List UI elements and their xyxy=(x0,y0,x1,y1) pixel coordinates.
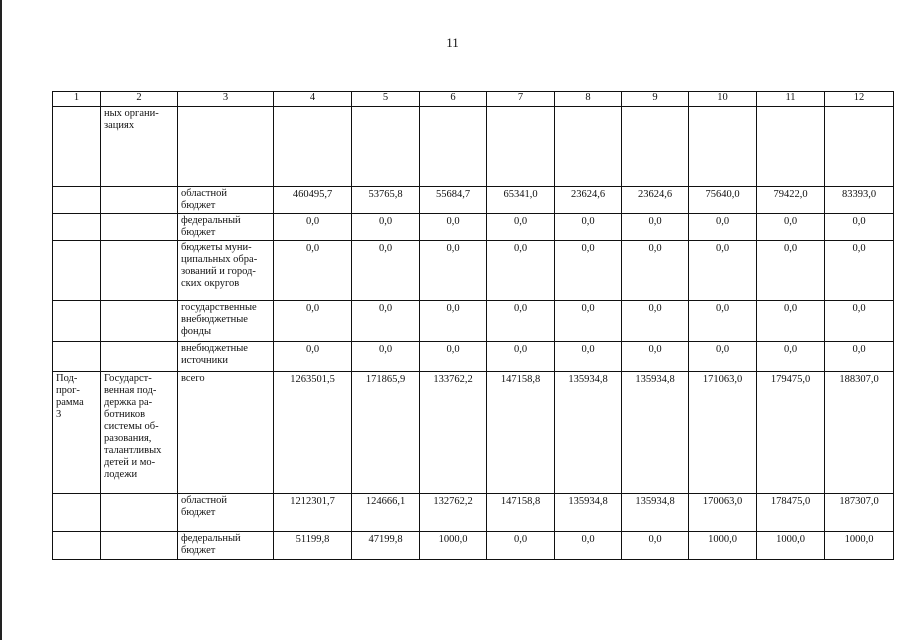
budget-table xyxy=(52,91,894,560)
value-cell: 65341,0 xyxy=(487,187,555,214)
value-cell: 0,0 xyxy=(487,301,555,342)
column-header: 11 xyxy=(757,92,825,107)
value-cell: 0,0 xyxy=(622,241,689,301)
value-cell xyxy=(352,107,420,187)
funding-source-cell: бюджеты муни- ципальных обра- зований и город- ских округов xyxy=(178,241,274,301)
table-row xyxy=(53,342,894,372)
value-cell: 0,0 xyxy=(757,342,825,372)
value-cell: 0,0 xyxy=(689,214,757,241)
value-cell xyxy=(757,107,825,187)
value-cell: 133762,2 xyxy=(420,372,487,494)
value-cell xyxy=(274,107,352,187)
program-name-cell xyxy=(101,301,178,342)
value-cell: 0,0 xyxy=(274,342,352,372)
value-cell: 0,0 xyxy=(689,342,757,372)
table-row xyxy=(53,372,894,494)
value-cell xyxy=(487,107,555,187)
column-header: 9 xyxy=(622,92,689,107)
value-cell: 1000,0 xyxy=(420,532,487,560)
table-row xyxy=(53,187,894,214)
value-cell: 135934,8 xyxy=(622,372,689,494)
value-cell: 0,0 xyxy=(825,342,894,372)
value-cell: 187307,0 xyxy=(825,494,894,532)
program-code-cell xyxy=(53,214,101,241)
value-cell: 147158,8 xyxy=(487,494,555,532)
program-code-cell: Под- прог- рамма 3 xyxy=(53,372,101,494)
value-cell: 0,0 xyxy=(689,241,757,301)
table-row xyxy=(53,214,894,241)
program-code-cell xyxy=(53,241,101,301)
value-cell: 0,0 xyxy=(420,214,487,241)
value-cell: 0,0 xyxy=(757,301,825,342)
program-name-cell xyxy=(101,214,178,241)
value-cell: 0,0 xyxy=(757,241,825,301)
value-cell: 47199,8 xyxy=(352,532,420,560)
value-cell: 1000,0 xyxy=(825,532,894,560)
value-cell: 135934,8 xyxy=(555,494,622,532)
value-cell: 0,0 xyxy=(274,214,352,241)
program-code-cell xyxy=(53,532,101,560)
value-cell: 0,0 xyxy=(555,214,622,241)
value-cell: 1263501,5 xyxy=(274,372,352,494)
value-cell: 0,0 xyxy=(825,241,894,301)
funding-source-cell: внебюджетные источники xyxy=(178,342,274,372)
value-cell xyxy=(825,107,894,187)
program-name-cell xyxy=(101,241,178,301)
value-cell: 0,0 xyxy=(622,301,689,342)
value-cell: 23624,6 xyxy=(555,187,622,214)
program-name-cell: Государст- венная под- держка ра- ботников системы об- разования, талантливых детей и мо- лодежи xyxy=(101,372,178,494)
value-cell: 0,0 xyxy=(420,301,487,342)
value-cell: 460495,7 xyxy=(274,187,352,214)
value-cell: 0,0 xyxy=(274,241,352,301)
program-code-cell xyxy=(53,494,101,532)
column-header: 7 xyxy=(487,92,555,107)
value-cell: 0,0 xyxy=(555,532,622,560)
value-cell xyxy=(689,107,757,187)
column-header: 5 xyxy=(352,92,420,107)
value-cell: 0,0 xyxy=(274,301,352,342)
funding-source-cell: государственные внебюджетные фонды xyxy=(178,301,274,342)
table-row xyxy=(53,241,894,301)
funding-source-cell: областной бюджет xyxy=(178,494,274,532)
value-cell: 132762,2 xyxy=(420,494,487,532)
column-header: 12 xyxy=(825,92,894,107)
column-header: 2 xyxy=(101,92,178,107)
value-cell: 1212301,7 xyxy=(274,494,352,532)
value-cell: 188307,0 xyxy=(825,372,894,494)
program-name-cell xyxy=(101,342,178,372)
funding-source-cell: всего xyxy=(178,372,274,494)
program-code-cell xyxy=(53,187,101,214)
program-code-cell xyxy=(53,301,101,342)
value-cell: 51199,8 xyxy=(274,532,352,560)
value-cell xyxy=(555,107,622,187)
value-cell: 0,0 xyxy=(622,342,689,372)
table-header-row xyxy=(53,92,894,107)
table-row xyxy=(53,532,894,560)
funding-source-cell: областной бюджет xyxy=(178,187,274,214)
value-cell: 0,0 xyxy=(352,342,420,372)
value-cell: 135934,8 xyxy=(555,372,622,494)
value-cell: 75640,0 xyxy=(689,187,757,214)
value-cell: 0,0 xyxy=(420,342,487,372)
value-cell: 0,0 xyxy=(487,532,555,560)
value-cell: 0,0 xyxy=(825,214,894,241)
funding-source-cell xyxy=(178,107,274,187)
value-cell: 171063,0 xyxy=(689,372,757,494)
value-cell: 0,0 xyxy=(622,214,689,241)
value-cell: 0,0 xyxy=(622,532,689,560)
value-cell: 0,0 xyxy=(352,301,420,342)
value-cell: 178475,0 xyxy=(757,494,825,532)
value-cell: 135934,8 xyxy=(622,494,689,532)
program-name-cell: ных органи- зациях xyxy=(101,107,178,187)
table-body xyxy=(53,92,894,560)
program-code-cell xyxy=(53,342,101,372)
value-cell: 0,0 xyxy=(757,214,825,241)
value-cell: 0,0 xyxy=(352,214,420,241)
table-row xyxy=(53,107,894,187)
value-cell: 1000,0 xyxy=(689,532,757,560)
table-row xyxy=(53,494,894,532)
column-header: 6 xyxy=(420,92,487,107)
column-header: 10 xyxy=(689,92,757,107)
value-cell: 147158,8 xyxy=(487,372,555,494)
value-cell: 0,0 xyxy=(487,342,555,372)
value-cell: 0,0 xyxy=(352,241,420,301)
value-cell: 1000,0 xyxy=(757,532,825,560)
value-cell: 0,0 xyxy=(487,214,555,241)
value-cell: 170063,0 xyxy=(689,494,757,532)
column-header: 8 xyxy=(555,92,622,107)
value-cell: 0,0 xyxy=(689,301,757,342)
program-name-cell xyxy=(101,187,178,214)
funding-source-cell: федеральный бюджет xyxy=(178,214,274,241)
value-cell: 79422,0 xyxy=(757,187,825,214)
value-cell xyxy=(420,107,487,187)
program-name-cell xyxy=(101,532,178,560)
value-cell: 0,0 xyxy=(420,241,487,301)
value-cell: 124666,1 xyxy=(352,494,420,532)
column-header: 4 xyxy=(274,92,352,107)
value-cell: 55684,7 xyxy=(420,187,487,214)
value-cell: 0,0 xyxy=(555,241,622,301)
value-cell: 23624,6 xyxy=(622,187,689,214)
program-code-cell xyxy=(53,107,101,187)
value-cell: 171865,9 xyxy=(352,372,420,494)
program-name-cell xyxy=(101,494,178,532)
page-edge-line xyxy=(0,0,2,640)
value-cell: 179475,0 xyxy=(757,372,825,494)
value-cell: 53765,8 xyxy=(352,187,420,214)
value-cell: 83393,0 xyxy=(825,187,894,214)
table-row xyxy=(53,301,894,342)
funding-source-cell: федеральный бюджет xyxy=(178,532,274,560)
column-header: 1 xyxy=(53,92,101,107)
value-cell xyxy=(622,107,689,187)
column-header: 3 xyxy=(178,92,274,107)
value-cell: 0,0 xyxy=(555,301,622,342)
value-cell: 0,0 xyxy=(555,342,622,372)
value-cell: 0,0 xyxy=(487,241,555,301)
value-cell: 0,0 xyxy=(825,301,894,342)
page-number: 11 xyxy=(446,35,459,50)
